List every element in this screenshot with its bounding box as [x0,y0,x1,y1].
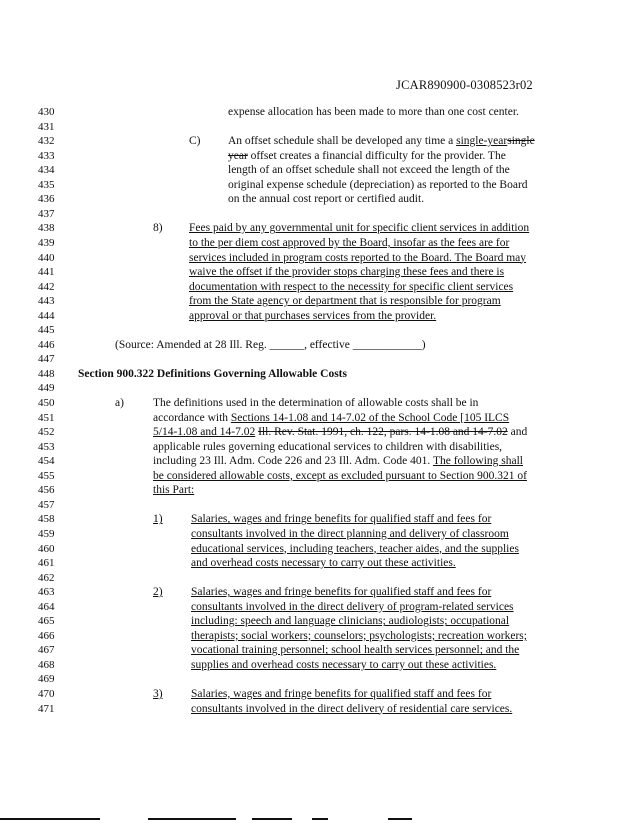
line-number: 433 [38,149,55,162]
list-label: a) [115,397,124,409]
line-number: 471 [38,702,55,715]
list-label: C) [189,135,201,148]
line-number: 451 [38,411,55,424]
text-line: original expense schedule (depreciation) as reported to the Board [228,178,528,191]
line-number: 470 [38,688,55,700]
inserted-text: be considered allowable costs, except as excluded pursuant to Section 900.321 of [153,469,527,482]
inserted-text: documentation with respect to the necessity for specific client services [189,280,514,293]
line-number: 461 [38,557,55,570]
list-label: 1) [153,513,163,526]
line-number: 449 [38,382,55,395]
line-number: 464 [38,600,55,613]
line-number: 447 [38,353,55,366]
list-label: 2) [153,586,163,599]
inserted-text: Salaries, wages and fringe benefits for qualified staff and fees for [191,513,492,526]
line-number: 458 [38,513,55,526]
line-number: 441 [38,266,55,279]
text-line [189,265,504,279]
line-number: 448 [38,367,55,380]
footer-rule [312,818,328,820]
text-line [189,251,526,265]
struck-text: Ill. Rev. Stat. 1991, ch. 122, pars. 14-1.08 and 14-7.02 [258,426,508,439]
line-number: 444 [38,309,55,322]
line-number: 462 [38,571,55,584]
list-label: 8) [153,222,163,235]
struck-text: year [228,149,248,162]
text-line: The definitions used in the determination of allowable costs shall be in [153,397,479,409]
section-heading: Section 900.322 Definitions Governing Allowable Costs [78,367,347,380]
inserted-text: educational services, including teachers, teacher aides, and the supplies [191,542,519,555]
line-number: 467 [38,644,55,657]
text-line [189,309,436,323]
line-number: 440 [38,251,55,264]
line-number: 442 [38,280,55,293]
line-number: 466 [38,629,55,642]
text-line [189,221,529,235]
inserted-text: Fees paid by any governmental unit for specific client services in addition [189,222,530,235]
text-line [153,454,523,468]
struck-text: single [507,135,535,148]
footer-rule [148,818,236,820]
text-line [191,556,456,570]
line-number: 455 [38,469,55,482]
line-number: 450 [38,397,55,409]
line-number: 465 [38,615,55,628]
footer-rule [0,818,100,820]
inserted-text: The following shall [432,455,524,468]
inserted-text: therapists; social workers; counselors; psychologists; recreation workers; [191,629,527,642]
text-line [191,658,496,672]
inserted-text: consultants involved in the direct planning and delivery of classroom [191,527,509,540]
line-number: 432 [38,135,55,148]
text-line: length of an offset schedule shall not exceed the length of the [228,164,510,177]
text-line [191,629,527,643]
line-number: 435 [38,178,55,191]
text-line: on the annual cost report or certified audit. [228,193,425,206]
line-number: 456 [38,484,55,497]
text-line [191,585,491,599]
line-number: 453 [38,440,55,453]
inserted-text: and overhead costs necessary to carry out these activities. [191,557,456,570]
inserted-text: this Part: [153,484,195,497]
inserted-text: vocational training personnel; school health services personnel; and the [191,644,520,657]
line-number: 436 [38,193,55,206]
text-line: expense allocation has been made to more than one cost center. [228,106,519,118]
footer-rule [252,818,292,820]
inserted-text: from the State agency or department that is responsible for program [189,295,501,308]
text-span: and [507,426,528,439]
text-line: applicable rules governing educational services to children with disabilities, [153,440,503,453]
line-number: 469 [38,673,55,686]
text-line [191,643,519,657]
inserted-text: to the per diem cost approved by the Board, insofar as the fees are for [189,236,510,249]
line-number: 445 [38,324,55,337]
line-number: 437 [38,207,55,220]
text-span: offset creates a financial difficulty for the provider. The [247,149,506,162]
text-line [191,527,509,541]
inserted-text: consultants involved in the direct delivery of residential care services. [191,702,513,715]
text-line [191,542,519,556]
line-number: 430 [38,106,55,118]
line-number: 446 [38,338,55,351]
text-line [191,512,491,526]
inserted-text: services included in program costs reported to the Board. The Board may [189,251,527,264]
text-line [189,280,513,294]
inserted-text: 5/14-1.08 and 14-7.02 [153,426,256,439]
line-number: 457 [38,498,55,511]
line-number: 439 [38,236,55,249]
text-line [189,236,509,250]
text-line [189,294,501,308]
text-span: including 23 Ill. Adm. Code 226 and 23 Ill. Adm. Code 401. [153,455,433,468]
line-number: 452 [38,426,55,439]
text-line [191,702,512,716]
line-number: 454 [38,455,55,468]
line-number: 459 [38,527,55,540]
inserted-text: supplies and overhead costs necessary to carry out these activities. [191,658,497,671]
text-line: (Source: Amended at 28 Ill. Reg. ______, effective ____________) [115,338,426,351]
list-label: 3) [153,688,163,700]
line-number: 438 [38,222,55,235]
text-span: An offset schedule shall be developed any time a [228,135,457,148]
text-line [153,483,194,497]
inserted-text: Sections 14-1.08 and 14-7.02 of the School Code [105 ILCS [230,411,510,424]
text-line [228,134,535,148]
text-line [153,411,509,425]
text-line [191,687,491,701]
line-number: 443 [38,295,55,308]
text-line [153,425,527,439]
line-number: 463 [38,586,55,599]
text-span: accordance with [153,411,231,424]
line-number: 468 [38,658,55,671]
text-line [228,149,506,163]
inserted-text: Salaries, wages and fringe benefits for qualified staff and fees for [191,688,492,700]
document-header-code: JCAR890900-0308523r02 [396,78,533,92]
line-number: 434 [38,164,55,177]
text-line [153,469,527,483]
inserted-text: single-year [456,135,508,148]
inserted-text: waive the offset if the provider stops charging these fees and there is [189,266,505,279]
text-line [191,614,509,628]
line-number: 431 [38,120,55,133]
inserted-text: consultants involved in the direct delivery of program-related services [191,600,514,613]
footer-rule [388,818,412,820]
inserted-text: Salaries, wages and fringe benefits for qualified staff and fees for [191,586,492,599]
inserted-text: including: speech and language clinicians; audiologists; occupational [191,615,510,628]
line-number: 460 [38,542,55,555]
text-line [191,600,514,614]
inserted-text: approval or that purchases services from the provider. [189,309,437,322]
